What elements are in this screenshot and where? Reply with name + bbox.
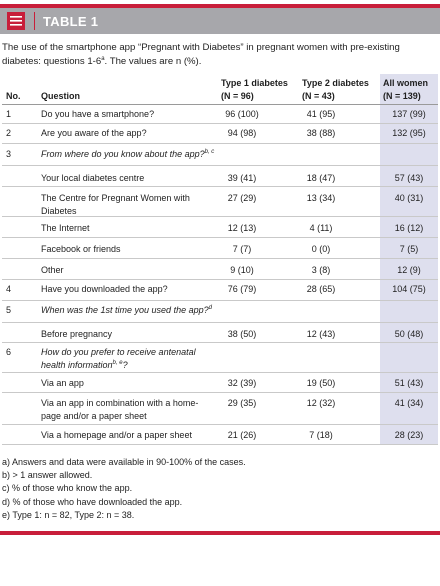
question-label: Facebook or friends: [41, 244, 121, 254]
type2-value: 0 (0): [311, 244, 331, 254]
row-divider: [2, 300, 438, 301]
column-header-type2-n: (N = 43): [302, 91, 335, 101]
type1-value: 96 (100): [225, 109, 259, 119]
question-label: The Internet: [41, 223, 90, 233]
all-women-value: 137 (99): [392, 109, 426, 119]
type1-value: 76 (79): [227, 284, 257, 294]
type2-value: 7 (18): [309, 430, 333, 440]
all-women-value: 40 (31): [394, 193, 424, 203]
type2-value: 18 (47): [306, 173, 336, 183]
type1-value: 38 (50): [227, 329, 257, 339]
column-header-all-n: (N = 139): [383, 91, 421, 101]
row-divider: [2, 258, 438, 259]
row-number: 4: [6, 284, 12, 294]
question-label: Do you have a smartphone?: [41, 109, 155, 119]
row-number: 2: [6, 128, 12, 138]
type2-value: 12 (32): [306, 398, 336, 408]
table-icon: [6, 11, 26, 31]
type1-value: 9 (10): [230, 265, 254, 275]
question-text: [41, 377, 216, 390]
footnote: a) Answers and data were available in 90-100% of the cases.: [2, 457, 246, 467]
caption-footnote-ref: a: [101, 55, 105, 62]
question-text: [41, 243, 216, 256]
all-women-value: 41 (34): [394, 398, 424, 408]
question-suffix: ?: [122, 360, 128, 370]
type2-value: 28 (65): [306, 284, 336, 294]
type1-value: 39 (41): [227, 173, 257, 183]
question-label: Before pregnancy: [41, 329, 113, 339]
column-header-all-label: All women: [383, 78, 429, 88]
type2-value: 38 (88): [306, 128, 336, 138]
question-footnote-ref: d: [208, 305, 212, 311]
column-header-no: No.: [6, 91, 21, 101]
row-number: 5: [6, 305, 12, 315]
row-divider: [2, 372, 438, 373]
type2-value: 3 (8): [311, 265, 331, 275]
row-number: 3: [6, 149, 12, 159]
type1-value: 32 (39): [227, 378, 257, 388]
column-header-type2-label: Type 2 diabetes: [302, 78, 369, 88]
all-women-value: 16 (12): [394, 223, 424, 233]
row-divider: [2, 186, 438, 187]
question-text: [41, 264, 216, 277]
question-text: [41, 429, 216, 442]
all-women-value: 51 (43): [394, 378, 424, 388]
type1-value: 7 (7): [232, 244, 252, 254]
question-text: [41, 222, 216, 235]
question-text: [41, 108, 216, 121]
type1-value: 21 (26): [227, 430, 257, 440]
table-title: TABLE 1: [43, 14, 99, 29]
question-text: [41, 192, 216, 218]
section-question: [41, 148, 219, 161]
question-label: Via a homepage and/or a paper sheet: [41, 430, 192, 440]
question-text: [41, 172, 216, 185]
question-text: [41, 127, 216, 140]
caption-text: The use of the smartphone app “Pregnant with Diabetes” in pregnant women with pre-existing diabetes: questions 1-6: [2, 42, 400, 67]
table-caption: [2, 41, 432, 69]
footnote: b) > 1 answer allowed.: [2, 470, 93, 481]
row-divider: [2, 237, 438, 238]
row-divider: [2, 123, 438, 124]
footnote: e) Type 1: n = 82, Type 2: n = 38.: [2, 509, 135, 520]
column-header-type1: [221, 77, 288, 103]
column-header-all: [383, 77, 428, 103]
all-women-value: 7 (5): [399, 244, 419, 254]
row-divider: [2, 424, 438, 425]
column-header-type2: [302, 77, 369, 103]
footnote: d) % of those who have downloaded the app.: [2, 496, 183, 507]
header-divider: [2, 104, 438, 105]
question-label: The Centre for Pregnant Women with Diabetes: [41, 193, 190, 216]
question-text: [41, 328, 216, 341]
question-text: [41, 397, 216, 423]
type1-value: 94 (98): [227, 128, 257, 138]
type1-value: 27 (29): [227, 193, 257, 203]
row-divider: [2, 279, 438, 280]
question-label: How do you prefer to receive antenatal health information: [41, 347, 196, 370]
row-divider: [2, 322, 438, 323]
type2-value: 41 (95): [306, 109, 336, 119]
table-header-bar: [0, 8, 440, 34]
all-women-value: 132 (95): [392, 128, 426, 138]
question-label: From where do you know about the app?: [41, 149, 205, 159]
question-label: Your local diabetes centre: [41, 173, 145, 183]
header-separator: [34, 12, 35, 30]
question-label: Via an app in combination with a home-page and/or a paper sheet: [41, 398, 199, 421]
row-divider: [2, 444, 438, 445]
type1-value: 29 (35): [227, 398, 257, 408]
question-label: Other: [41, 265, 64, 275]
bottom-accent-bar: [0, 531, 440, 535]
all-women-value: 57 (43): [394, 173, 424, 183]
section-question: [41, 304, 219, 317]
all-women-value: 12 (9): [397, 265, 421, 275]
row-divider: [2, 143, 438, 144]
question-label: When was the 1st time you used the app?: [41, 305, 209, 315]
section-question: [41, 346, 219, 372]
type1-value: 12 (13): [227, 223, 257, 233]
question-label: Via an app: [41, 378, 84, 388]
row-number: 1: [6, 109, 12, 119]
column-header-type1-n: (N = 96): [221, 91, 254, 101]
type2-value: 12 (43): [306, 329, 336, 339]
all-women-value: 28 (23): [394, 430, 424, 440]
all-women-value: 50 (48): [394, 329, 424, 339]
question-label: Are you aware of the app?: [41, 128, 147, 138]
footnote: c) % of those who know the app.: [2, 483, 133, 494]
question-text: [41, 283, 216, 296]
type2-value: 13 (34): [306, 193, 336, 203]
column-header-type1-label: Type 1 diabetes: [221, 78, 288, 88]
caption-text-end: . The values are n (%).: [104, 56, 202, 67]
row-divider: [2, 392, 438, 393]
question-footnote-ref: b, e: [112, 360, 123, 366]
question-footnote-ref: b, c: [204, 149, 215, 155]
type2-value: 4 (11): [309, 223, 333, 233]
row-divider: [2, 165, 438, 166]
row-divider: [2, 342, 438, 343]
question-label: Have you downloaded the app?: [41, 284, 168, 294]
row-divider: [2, 216, 438, 217]
column-header-question: Question: [41, 91, 81, 101]
type2-value: 19 (50): [306, 378, 336, 388]
row-number: 6: [6, 347, 12, 357]
all-women-value: 104 (75): [392, 284, 426, 294]
footnotes: [2, 456, 246, 522]
